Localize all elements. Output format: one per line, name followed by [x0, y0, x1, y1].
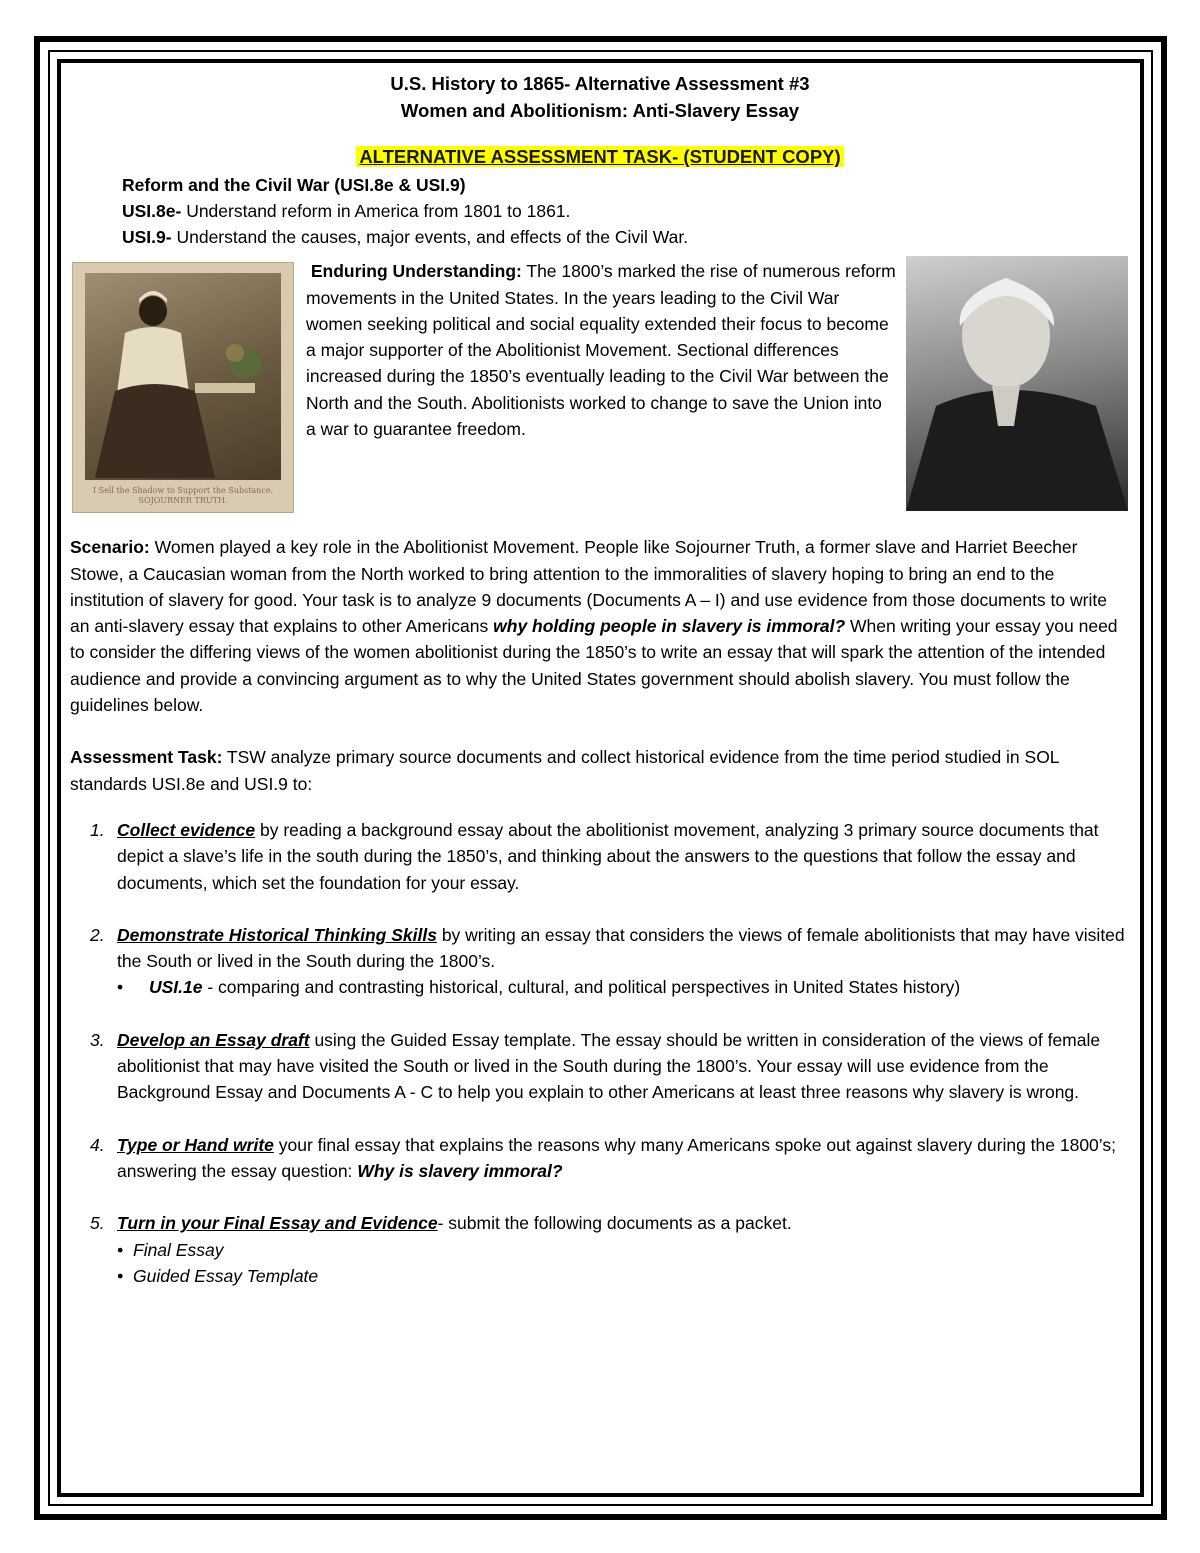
step-5: 5. Turn in your Final Essay and Evidence- submit the following documents as a packet. • Final Essay • Guided Essay Template [70, 1210, 1130, 1289]
harriet-beecher-stowe-photo [906, 256, 1128, 511]
enduring-understanding: Enduring Understanding: The 1800’s marked the rise of numerous reform movements in the United States. In the years leading to the Civil War women seeking political and social equality extended their focus to become a major supporter of the Abolitionist Movement. Sectional differences increased during the 1850’s eventually leading to the Civil War between the North and the South. Abolitionists worked to change to save the Union into a war to guarantee freedom. [306, 261, 896, 440]
scenario-paragraph: Scenario: Women played a key role in the Abolitionist Movement. People like Sojourner Truth, a former slave and Harriet Beecher Stowe, a Caucasian woman from the North worked to bring attention to the immoralities of slavery hoping to bring an end to the institution of slavery for good. Your task is to analyze 9 documents (Documents A – I) and use evidence from those documents to write an anti-slavery essay that explains to other Americans why holding people in slavery is immoral? When writing your essay you need to consider the differing views of the women abolitionist during the 1850’s to write an essay that will spark the attention of the intended audience and provide a convincing argument as to why the United States government should abolish slavery. You must follow the guidelines below. [70, 537, 1118, 716]
step-4: 4. Type or Hand write your final essay that explains the reasons why many Americans spoke out against slavery during the 1800’s; answering the essay question: Why is slavery immoral? [90, 1134, 1116, 1181]
step-5-item-guided-template: • Guided Essay Template [117, 1263, 1130, 1289]
step-1: 1. Collect evidence by reading a background essay about the abolitionist movement, analyzing 3 primary source documents that depict a slave’s life in the south during the 1850’s, and thinking about the answers to the questions that follow the essay and documents, which set the foundation for your essay. [90, 819, 1099, 893]
photo-caption: I Sell the Shadow to Support the Substance. SOJOURNER TRUTH. [92, 486, 274, 506]
standards-heading: Reform and the Civil War (USI.8e & USI.9) [122, 175, 466, 196]
standard-usi8e: USI.8e- Understand reform in America from 1801 to 1861. [122, 201, 571, 222]
title-line-2: Women and Abolitionism: Anti-Slavery Essay [400, 100, 800, 121]
standard-usi9: USI.9- Understand the causes, major events, and effects of the Civil War. [122, 227, 689, 248]
seated-figure-icon [85, 273, 281, 481]
title-line-1: U.S. History to 1865- Alternative Assessment #3 [390, 73, 810, 94]
task-label-row [70, 144, 1130, 170]
step-3: 3. Develop an Essay draft using the Guided Essay template. The essay should be written in consideration of the views of female abolitionist that may have visited the South or lived in the South during the 1800’s. Your essay will use evidence from the Background Essay and Documents A - C to help you explain to other Americans at least three reasons why slavery is wrong. [90, 1029, 1101, 1103]
assessment-task-paragraph: Assessment Task: TSW analyze primary source documents and collect historical evidence from the time period studied in SOL standards USI.8e and USI.9 to: [70, 747, 1059, 794]
standards-block [122, 172, 1130, 250]
steps-list [70, 817, 1130, 1289]
step-2: 2. Demonstrate Historical Thinking Skills by writing an essay that considers the views of female abolitionists that may have visited the South or lived in the South during the 1800’s. • USI.1e - comparing and contrasting historical, cultural, and political perspectives in United States history) [70, 922, 1130, 1001]
intro-row [70, 258, 1130, 528]
task-label: ALTERNATIVE ASSESSMENT TASK- (STUDENT COPY) [356, 146, 843, 167]
document-page [70, 70, 1130, 1315]
portrait-icon [906, 256, 1128, 511]
photo-portrait-area [85, 273, 281, 480]
step-5-item-final-essay: • Final Essay [117, 1237, 1130, 1263]
step-2-bullets [117, 974, 1130, 1000]
step-2-bullet: • USI.1e - comparing and contrasting historical, cultural, and political perspectives in United States history) [117, 974, 1130, 1000]
step-5-bullets [117, 1237, 1130, 1290]
sojourner-truth-photo [72, 262, 294, 513]
